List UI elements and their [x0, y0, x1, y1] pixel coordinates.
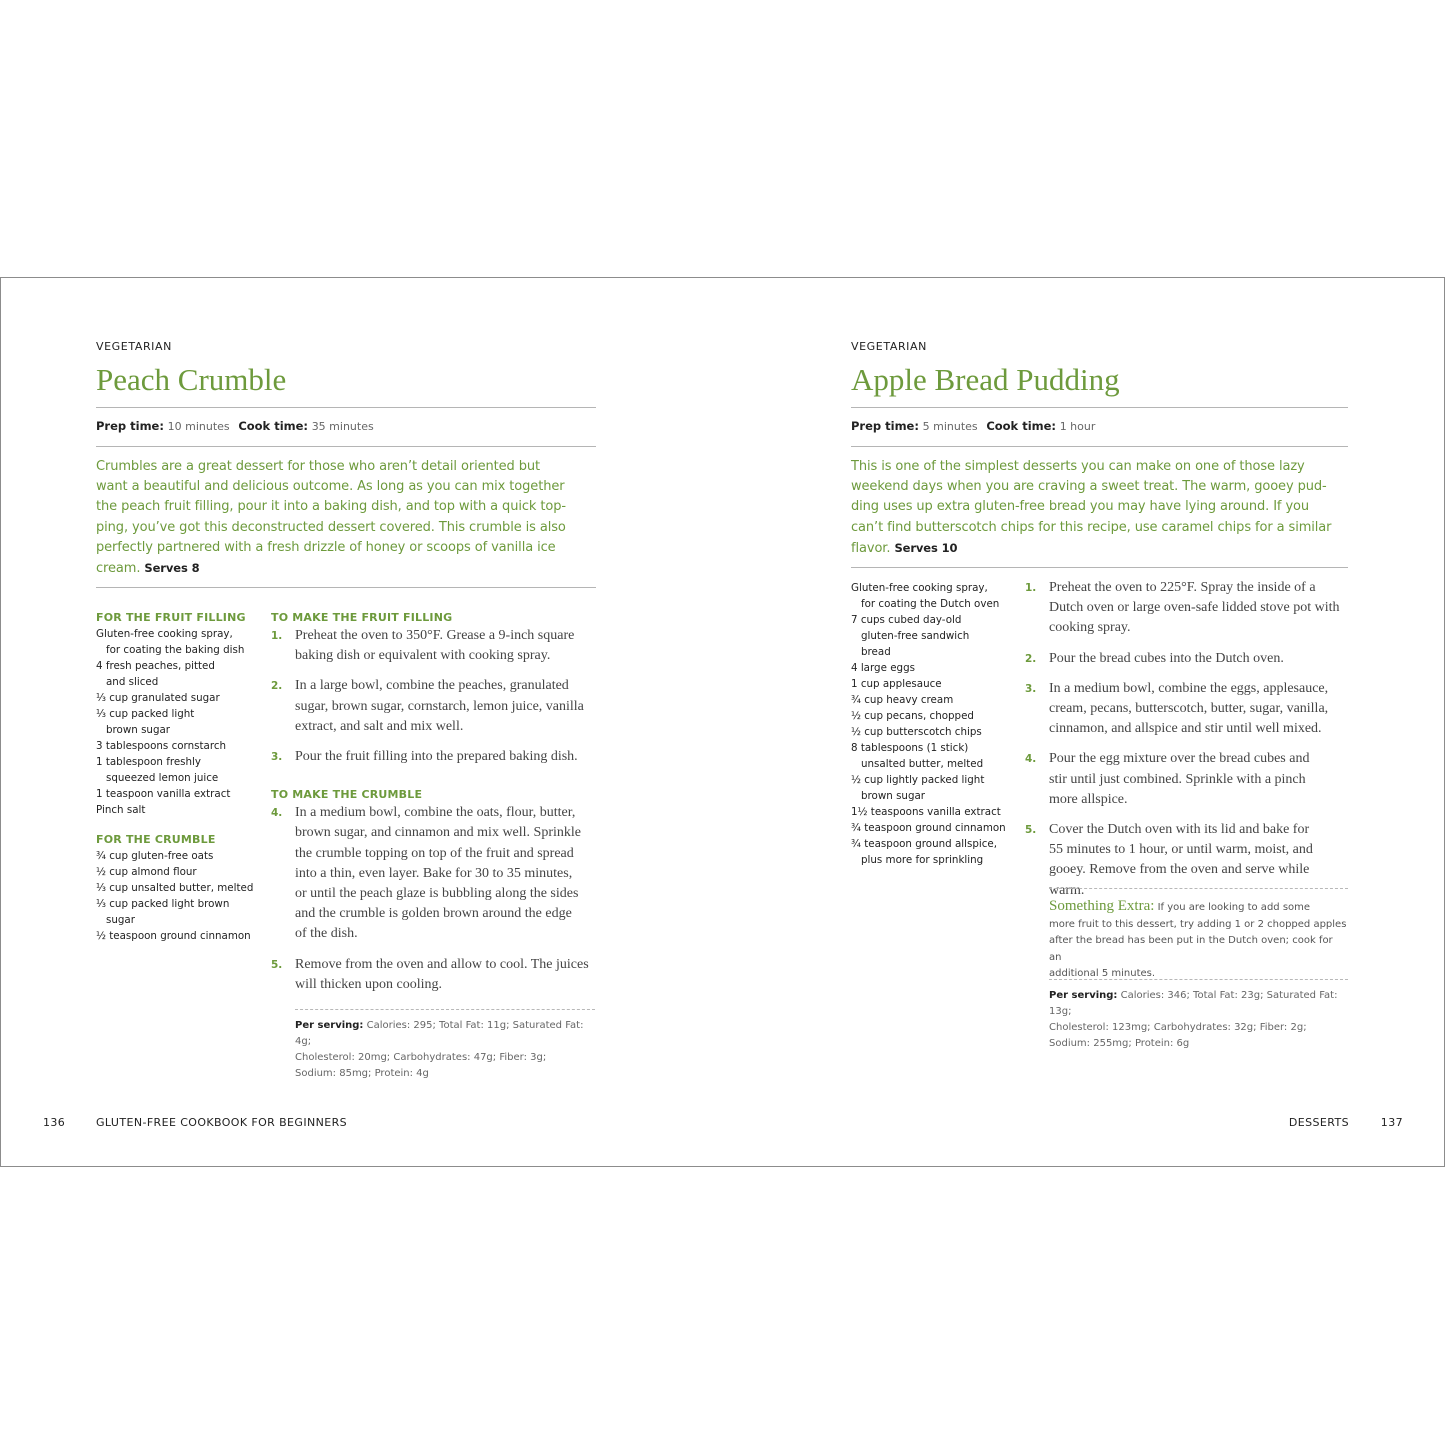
ingredient-item: 7 cups cubed day-old gluten-free sandwich bread [851, 614, 970, 658]
intro-rule [96, 587, 596, 588]
recipe-intro [96, 457, 596, 579]
instructions [1025, 578, 1348, 901]
ingredient-item: 4 large eggs [851, 662, 915, 674]
recipe-intro [851, 457, 1348, 559]
instruction-step: 4. Pour the egg mixture over the bread cubes and stir until just combined. Sprinkle with a pinch more allspice. [1025, 751, 1310, 807]
running-head-right: DESSERTS [1288, 1116, 1349, 1129]
ingredients-list [851, 580, 1016, 868]
recipe-times [96, 419, 379, 433]
extra-rule [1049, 888, 1348, 889]
right-page [851, 278, 1348, 1166]
ingredient-item: 1½ teaspoons vanilla extract [851, 806, 1001, 818]
intro-rule [851, 567, 1348, 568]
recipe-times [851, 419, 1100, 433]
instruction-step: 1. Preheat the oven to 350°F. Grease a 9-inch square baking dish or equivalent with cooking spray. [271, 628, 575, 664]
prep-time-label: Prep time: [851, 419, 919, 433]
ingredient-item: ⅓ cup granulated sugar [96, 692, 220, 704]
ingredient-item: Pinch salt [96, 804, 146, 816]
nutrition-info: Per serving: Calories: 346; Total Fat: 23g; Saturated Fat: 13g; Cholesterol: 123mg; Carbohydrates: 32g; Fiber: 2g; Sodium: 255mg; Protein: 6g [1049, 990, 1338, 1049]
nutrition-rule [295, 1009, 595, 1010]
ingredient-item: ½ cup butterscotch chips [851, 726, 982, 738]
ingredient-item: ¾ teaspoon ground cinnamon [851, 822, 1006, 834]
ingredient-item: ½ cup pecans, chopped [851, 710, 974, 722]
intro-line: the peach fruit filling, pour it into a baking dish, and top with a quick top- [96, 499, 566, 515]
ingredient-item: 8 tablespoons (1 stick) unsalted butter, melted [851, 742, 984, 770]
intro-line: want a beautiful and delicious outcome. As long as you can mix together [96, 479, 565, 495]
cook-time-value: 1 hour [1059, 420, 1096, 433]
instruction-step: 1. Preheat the oven to 225°F. Spray the inside of a Dutch oven or large oven-safe lidded stove pot with cooking spray. [1025, 580, 1340, 636]
intro-line: ding uses up extra gluten-free bread you may have lying around. If you [851, 499, 1310, 515]
recipe-title: Apple Bread Pudding [851, 362, 1120, 397]
cook-time-label: Cook time: [986, 419, 1057, 433]
nutrition-rule [1049, 979, 1348, 980]
title-rule [851, 407, 1348, 408]
instruction-step: 3. In a medium bowl, combine the eggs, applesauce, cream, pecans, butterscotch, butter, sugar, vanilla, cinnamon, and allspice and stir until well mixed. [1025, 680, 1329, 737]
ingredient-item: ¾ cup heavy cream [851, 694, 954, 706]
ingredient-item: 1 cup applesauce [851, 678, 942, 690]
left-page [96, 278, 596, 1166]
ingredient-item: ¾ cup gluten-free oats [96, 850, 214, 862]
ingredient-item: ¾ teaspoon ground allspice, plus more for sprinkling [851, 838, 998, 866]
something-extra-label: Something Extra: [1049, 898, 1155, 914]
instructions [271, 610, 596, 995]
ingredients-heading: FOR THE FRUIT FILLING [96, 611, 246, 624]
recipe-category: VEGETARIAN [851, 340, 927, 353]
something-extra-note: Something Extra: If you are looking to add some more fruit to this dessert, try adding 1 or 2 chopped apples after the bread has been put in the Dutch oven; cook for an additional 5 minutes. [1049, 898, 1347, 979]
ingredient-item: 4 fresh peaches, pitted and sliced [96, 660, 215, 688]
serves-count: Serves 10 [894, 540, 958, 555]
recipe-category: VEGETARIAN [96, 340, 172, 353]
intro-line: can’t find butterscotch chips for this recipe, use caramel chips for a similar [851, 519, 1332, 535]
serves-count: Serves 8 [144, 561, 200, 576]
intro-line: weekend days when you are craving a sweet treat. The warm, gooey pud- [851, 479, 1327, 495]
intro-line: Crumbles are a great dessert for those who aren’t detail oriented but [96, 459, 540, 474]
times-rule [96, 446, 596, 447]
nutrition-info: Per serving: Calories: 295; Total Fat: 11g; Saturated Fat: 4g; Cholesterol: 20mg; Carbohydrates: 47g; Fiber: 3g; Sodium: 85mg; Protein: 4g [295, 1020, 584, 1079]
ingredient-item: ⅓ cup packed light brown sugar [96, 708, 195, 736]
instruction-step: 2. Pour the bread cubes into the Dutch oven. [1025, 650, 1284, 666]
instruction-step: 5. Cover the Dutch oven with its lid and bake for 55 minutes to 1 hour, or until warm, moist, and gooey. Remove from the oven and serve while warm. [1025, 822, 1313, 898]
instruction-step: 4. In a medium bowl, combine the oats, flour, butter, brown sugar, and cinnamon and mix well. Sprinkle the crumble topping on top of the fruit and spread into a thin, even layer. Bake for 30 to 35 minutes, or until the peach glaze is bubbling along the sides and the crumble is golden brown around the edge of the dish. [271, 805, 581, 942]
intro-line: cream. [96, 561, 141, 577]
ingredient-item: Gluten-free cooking spray, for coating the Dutch oven [851, 582, 1000, 610]
running-head-left: GLUTEN-FREE COOKBOOK FOR BEGINNERS [96, 1116, 348, 1129]
ingredient-item: Gluten-free cooking spray, for coating the baking dish [96, 628, 245, 656]
ingredient-item: ⅓ cup unsalted butter, melted [96, 882, 254, 894]
intro-line: This is one of the simplest desserts you can make on one of those lazy [851, 459, 1305, 474]
intro-line: perfectly partnered with a fresh drizzle of honey or scoops of vanilla ice [96, 539, 556, 555]
instruction-step: 3. Pour the fruit filling into the prepared baking dish. [271, 749, 578, 765]
instructions-subheading: TO MAKE THE CRUMBLE [271, 788, 423, 802]
ingredients-heading: FOR THE CRUMBLE [96, 833, 216, 846]
ingredient-item: ½ teaspoon ground cinnamon [96, 930, 251, 942]
ingredient-item: ½ cup lightly packed light brown sugar [851, 774, 985, 802]
cook-time-label: Cook time: [238, 419, 309, 433]
prep-time-label: Prep time: [96, 419, 164, 433]
instructions-subheading: TO MAKE THE FRUIT FILLING [271, 611, 453, 624]
ingredients-list [96, 610, 256, 944]
times-rule [851, 446, 1348, 447]
ingredient-item: ⅓ cup packed light brown sugar [96, 898, 230, 926]
intro-line: flavor. [851, 540, 891, 556]
prep-time-value: 5 minutes [922, 420, 978, 433]
cook-time-value: 35 minutes [311, 420, 374, 433]
instruction-step: 2. In a large bowl, combine the peaches, granulated sugar, brown sugar, cornstarch, lemon juice, vanilla extract, and salt and mix well. [271, 678, 584, 734]
title-rule [96, 407, 596, 408]
ingredient-item: 1 teaspoon vanilla extract [96, 788, 231, 800]
instruction-step: 5. Remove from the oven and allow to cool. The juices will thicken upon cooling. [271, 956, 589, 992]
intro-line: ping, you’ve got this deconstructed dessert covered. This crumble is also [96, 519, 566, 535]
page-number-left: 136 [43, 1116, 66, 1129]
ingredient-item: ½ cup almond flour [96, 866, 197, 878]
ingredient-item: 3 tablespoons cornstarch [96, 740, 227, 752]
recipe-title: Peach Crumble [96, 362, 287, 397]
prep-time-value: 10 minutes [167, 420, 230, 433]
ingredient-item: 1 tablespoon freshly squeezed lemon juice [96, 756, 219, 784]
page-number-right: 137 [1380, 1116, 1403, 1129]
book-spread [0, 277, 1445, 1167]
